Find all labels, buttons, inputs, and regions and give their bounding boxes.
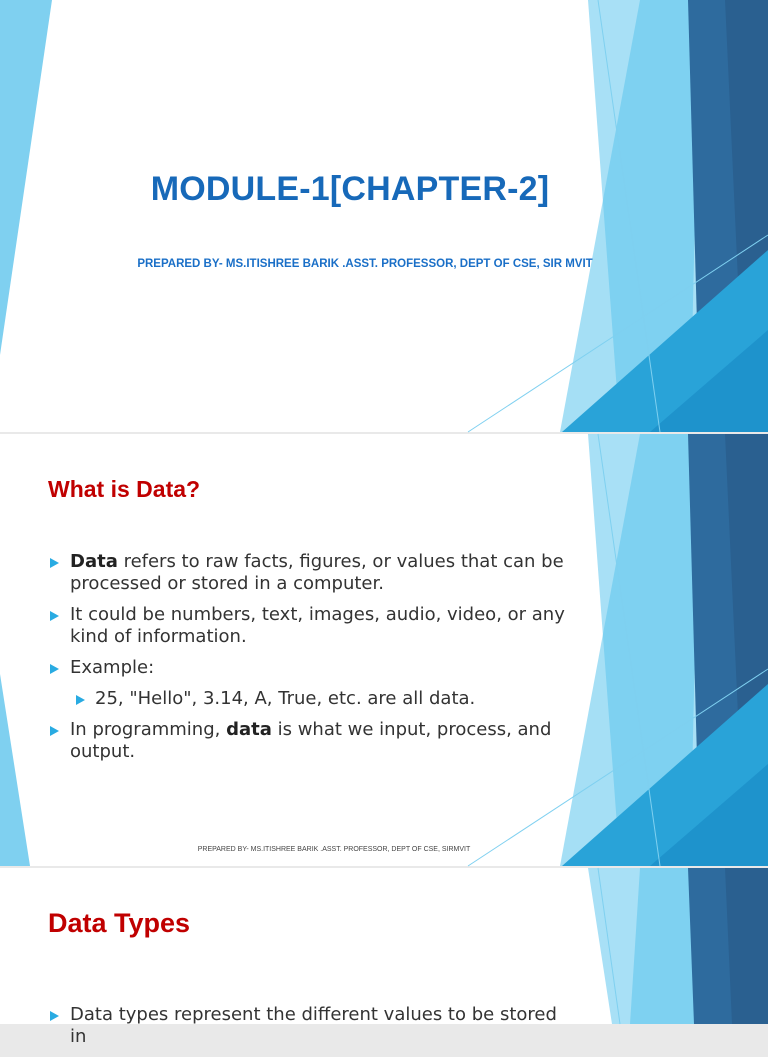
bullet-text: In programming, bbox=[70, 719, 227, 740]
bullet-arrow-icon bbox=[76, 695, 85, 705]
data-types-slide bbox=[0, 868, 768, 1047]
bullet-arrow-icon bbox=[50, 664, 59, 674]
slide-footer: PREPARED BY- MS.ITISHREE BARIK .ASST. PROFESSOR, DEPT OF CSE, SIRMVIT bbox=[197, 846, 471, 853]
slide-heading: What is Data? bbox=[48, 476, 201, 502]
sub-bullet-item bbox=[48, 688, 578, 710]
bullet-text: 25, "Hello", 3.14, A, True, etc. are all data. bbox=[95, 688, 476, 709]
bullet-item bbox=[48, 657, 578, 679]
bullet-item bbox=[48, 1004, 578, 1048]
bullet-bold-text: data bbox=[226, 719, 272, 740]
bullet-arrow-icon bbox=[50, 558, 59, 568]
bullet-text: Example: bbox=[70, 657, 155, 678]
bullet-text: is what we input, process, and output. bbox=[70, 719, 552, 762]
slide-decoration bbox=[0, 0, 768, 432]
bullet-arrow-icon bbox=[50, 611, 59, 621]
title-slide bbox=[0, 0, 768, 432]
bullet-arrow-icon bbox=[50, 1011, 59, 1021]
slide-decoration bbox=[0, 868, 768, 1024]
bullet-arrow-icon bbox=[50, 726, 59, 736]
slide-heading: Data Types bbox=[48, 908, 191, 938]
bullet-item bbox=[48, 719, 578, 763]
bullet-text: refers to raw facts, figures, or values that can be processed or stored in a computer. bbox=[70, 551, 564, 594]
bullet-item bbox=[48, 604, 578, 648]
slide-subtitle: PREPARED BY- MS.ITISHREE BARIK .ASST. PROFESSOR, DEPT OF CSE, SIR MVIT bbox=[137, 258, 593, 270]
bullet-list bbox=[48, 551, 578, 772]
bullet-list bbox=[48, 1004, 578, 1057]
bullet-text: It could be numbers, text, images, audio, video, or any kind of information. bbox=[70, 604, 565, 647]
bullet-item bbox=[48, 551, 578, 595]
what-is-data-slide bbox=[0, 434, 768, 866]
slide-title: MODULE-1[CHAPTER-2] bbox=[150, 170, 550, 208]
bullet-bold-text: Data bbox=[70, 551, 118, 572]
bullet-text: Data types represent the different values to be stored in bbox=[70, 1004, 557, 1047]
